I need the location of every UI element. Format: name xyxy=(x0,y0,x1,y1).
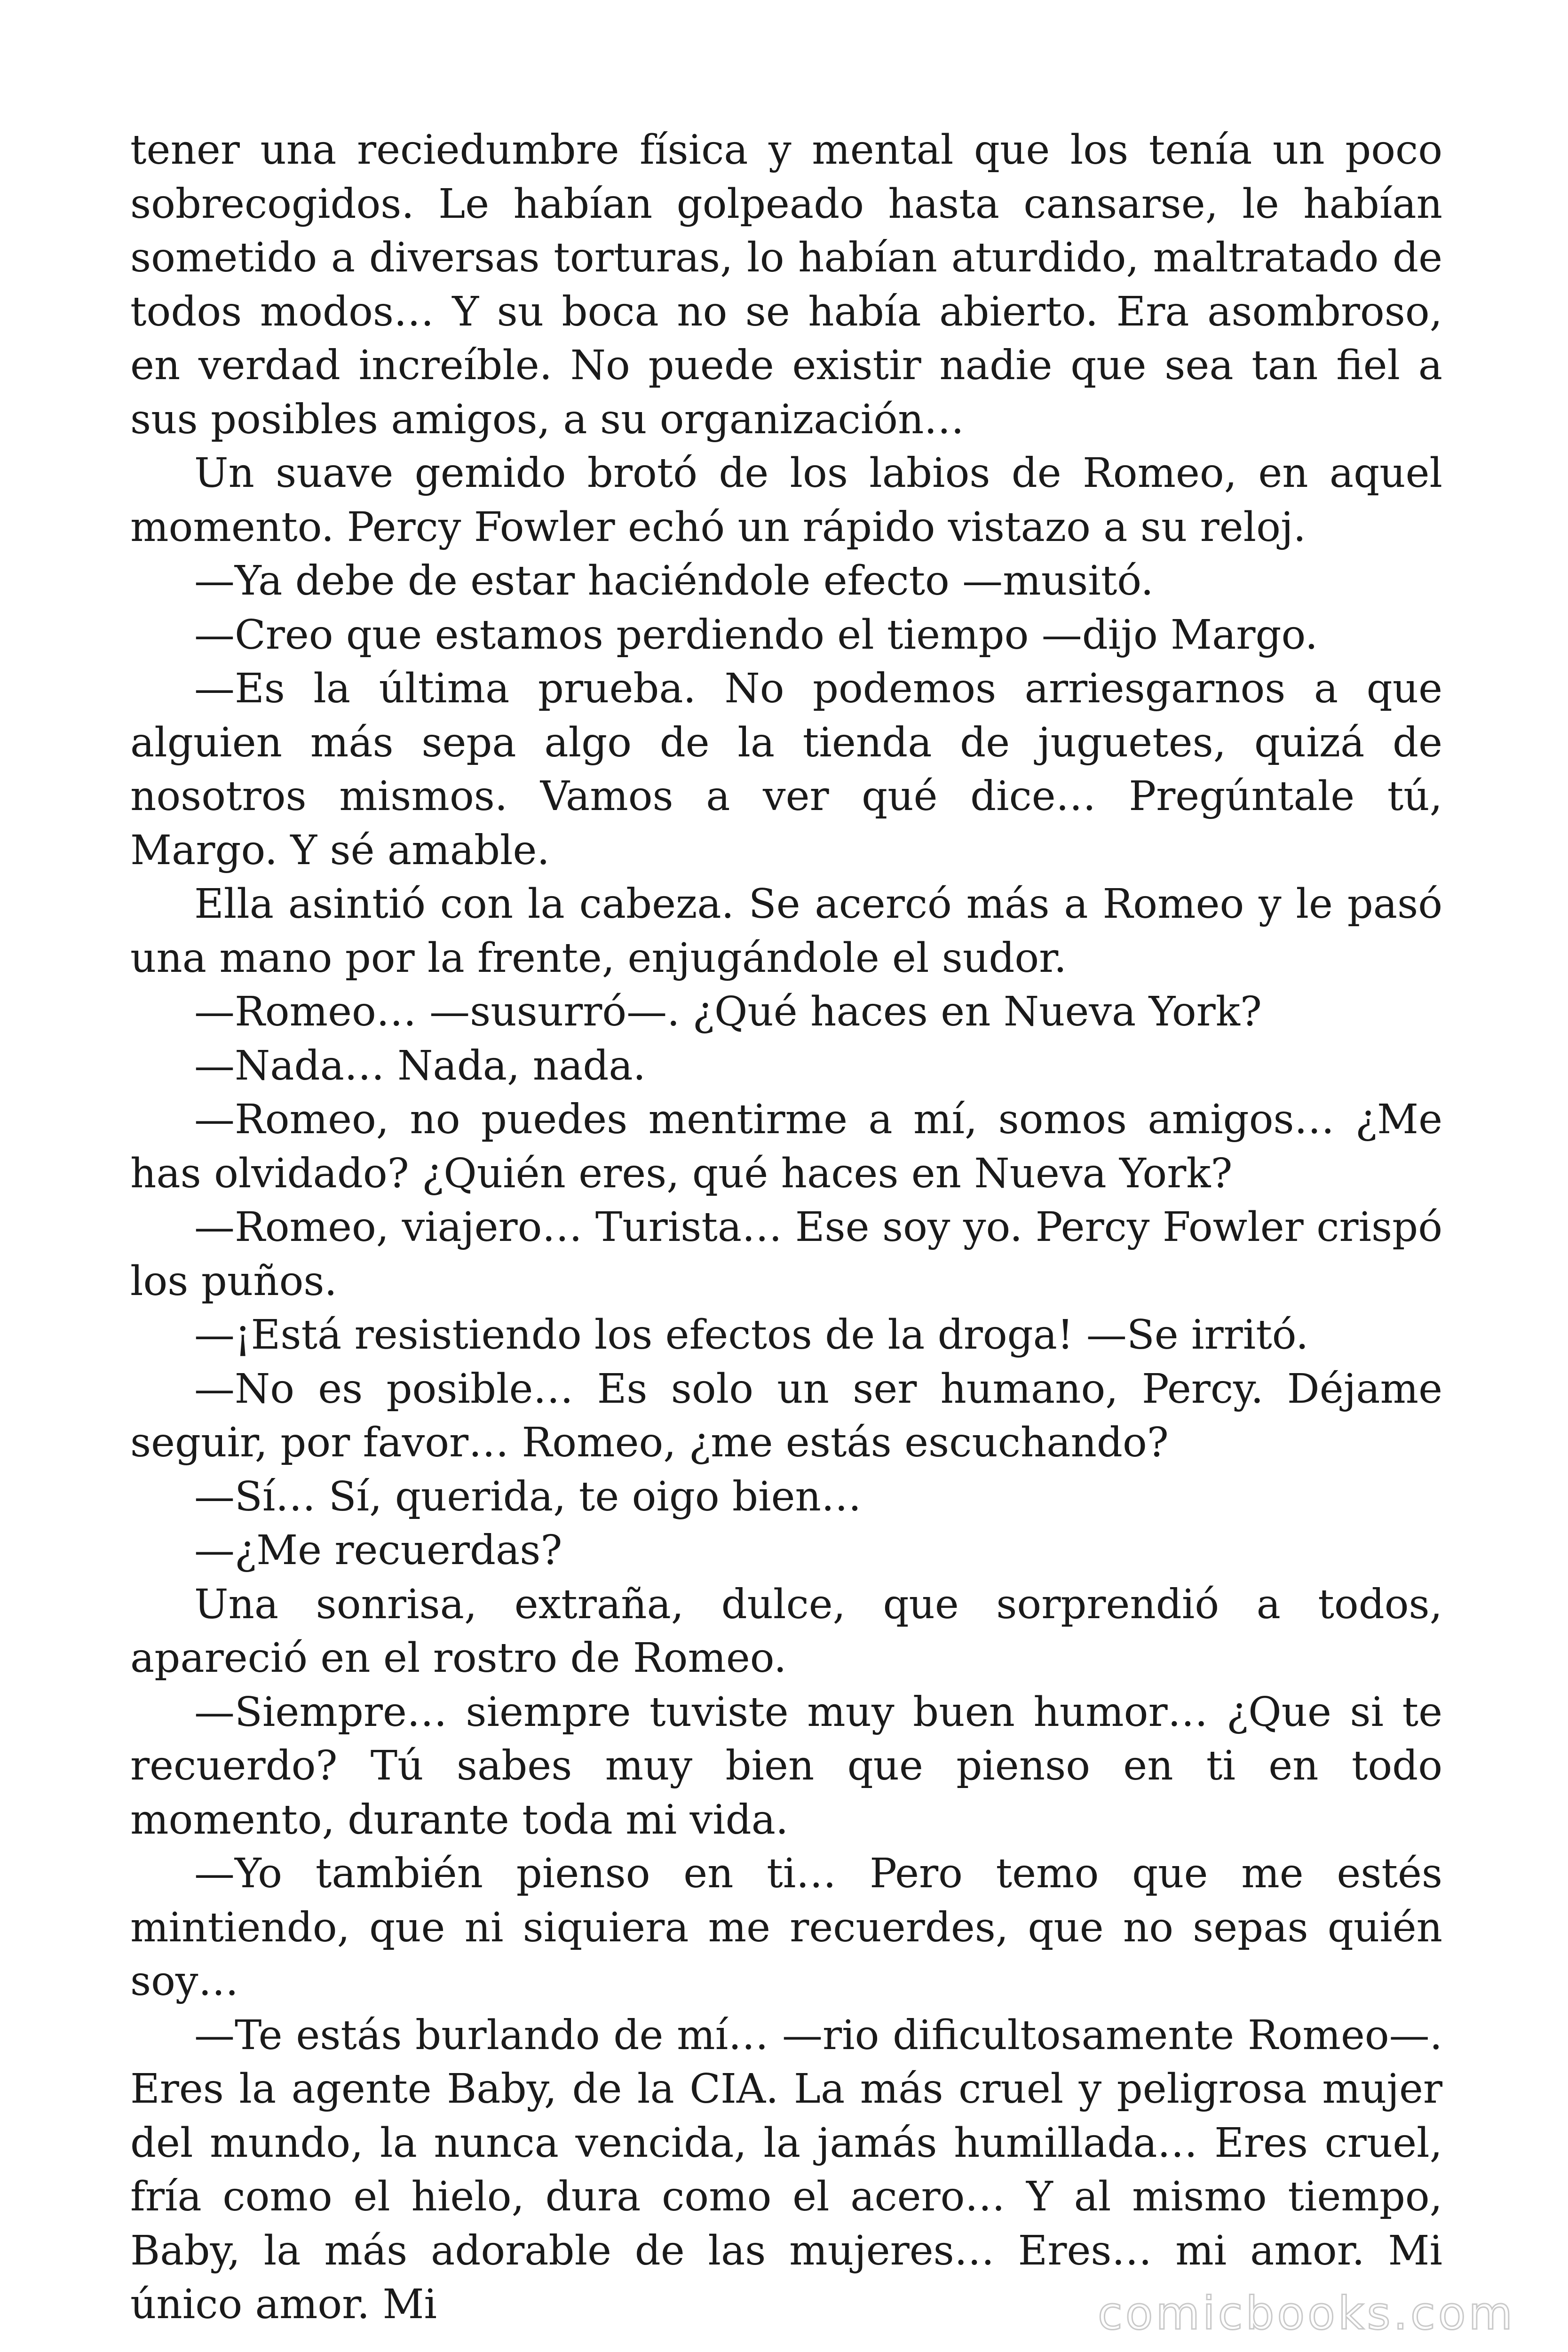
body-text xyxy=(130,123,1442,2332)
dialogue-line: —Sí… Sí, querida, te oigo bien… xyxy=(194,1473,862,1520)
dialogue-line: —Yo también pienso en ti… Pero temo que me estés mintiendo, que ni siquiera me recuerdes, que no sepas quién soy… xyxy=(130,1850,1442,2005)
paragraph: tener una reciedumbre física y mental que los tenía un poco sobrecogidos. Le habían golpeado hasta cansarse, le habían sometido a diversas torturas, lo habían aturdido, maltratado de todos modos… Y su boca no se había abierto. Era asombroso, en verdad increíble. No puede existir nadie que sea tan fiel a sus posibles amigos, a su organización… xyxy=(130,127,1442,443)
paragraph: Un suave gemido brotó de los labios de Romeo, en aquel momento. Percy Fowler echó un rápido vistazo a su reloj. xyxy=(130,450,1442,551)
dialogue-line: —¿Me recuerdas? xyxy=(194,1527,562,1574)
dialogue-line: —Romeo… —susurró—. ¿Qué haces en Nueva York? xyxy=(194,988,1262,1035)
dialogue-line: —¡Está resistiendo los efectos de la droga! —Se irritó. xyxy=(194,1311,1309,1359)
paragraph: Una sonrisa, extraña, dulce, que sorprendió a todos, apareció en el rostro de Romeo. xyxy=(130,1581,1442,1682)
dialogue-line: —Romeo, viajero… Turista… Ese soy yo. Percy Fowler crispó los puños. xyxy=(130,1204,1442,1305)
watermark-text: comicbooks.com xyxy=(1097,2287,1515,2340)
dialogue-line: —Nada… Nada, nada. xyxy=(194,1042,646,1089)
dialogue-line: —Te estás burlando de mí… —rio dificultosamente Romeo—. Eres la agente Baby, de la CIA. La más cruel y peligrosa mujer del mundo, la nunca vencida, la jamás humillada… Eres cruel, fría como el hielo, dura como el acero… Y al mismo tiempo, Baby, la más adorable de las mujeres… Eres… mi amor. Mi único amor. Mi xyxy=(130,2011,1442,2328)
dialogue-line: —Es la última prueba. No podemos arriesgarnos a que alguien más sepa algo de la tienda de juguetes, quizá de nosotros mismos. Vamos a ver qué dice… Pregúntale tú, Margo. Y sé amable. xyxy=(130,665,1442,874)
dialogue-line: —Ya debe de estar haciéndole efecto —musitó. xyxy=(194,557,1154,604)
dialogue-line: —Romeo, no puedes mentirme a mí, somos amigos… ¿Me has olvidado? ¿Quién eres, qué haces en Nueva York? xyxy=(130,1096,1442,1197)
dialogue-line: —Siempre… siempre tuviste muy buen humor… ¿Que si te recuerdo? Tú sabes muy bien que pienso en ti en todo momento, durante toda mi vida. xyxy=(130,1688,1442,1843)
paragraph: Ella asintió con la cabeza. Se acercó más a Romeo y le pasó una mano por la frente, enjugándole el sudor. xyxy=(130,881,1442,982)
dialogue-line: —Creo que estamos perdiendo el tiempo —dijo Margo. xyxy=(194,611,1318,659)
dialogue-line: —No es posible… Es solo un ser humano, Percy. Déjame seguir, por favor… Romeo, ¿me estás escuchando? xyxy=(130,1365,1442,1466)
